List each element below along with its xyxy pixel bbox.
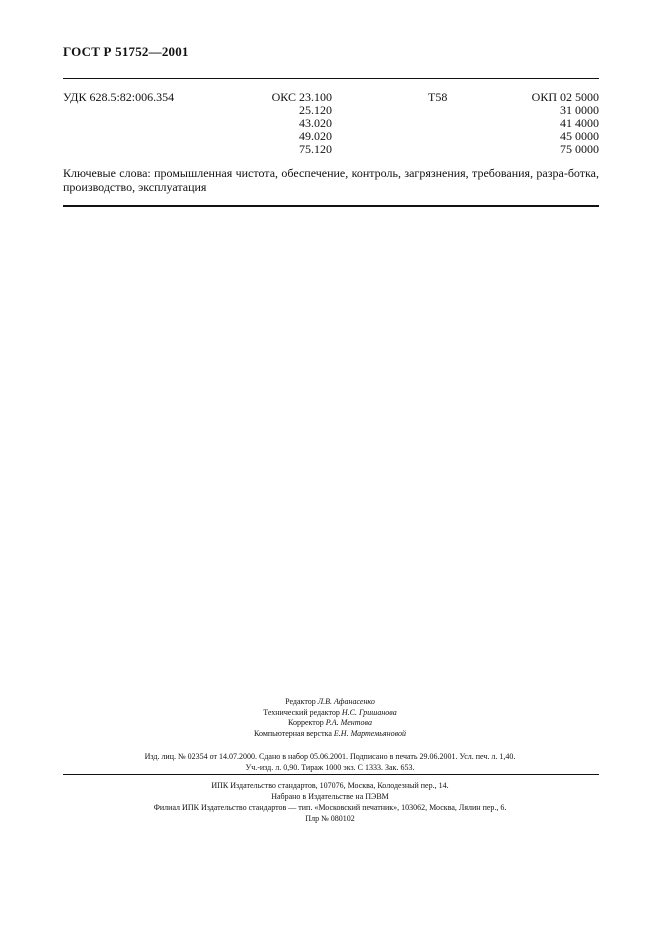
okp-code: 41 4000: [560, 116, 599, 130]
oks-code: 25.120: [299, 103, 332, 117]
credit-editor: [60, 697, 600, 708]
t-code: Т58: [428, 90, 448, 104]
credit-tech-editor: [60, 708, 600, 719]
imprint-line: Изд. лиц. № 02354 от 14.07.2000. Сдано в набор 05.06.2001. Подписано в печать 29.06.2001. Усл. печ. л. 1,40.: [144, 752, 516, 761]
document-id: ГОСТ Р 51752—2001: [63, 44, 189, 59]
imprint-divider: [63, 774, 599, 775]
header-divider: [63, 78, 599, 79]
credit-role: Корректор: [288, 718, 324, 727]
credit-name: Л.В. Афанасенко: [317, 697, 375, 706]
udk-code: УДК 628.5:82:006.354: [63, 90, 175, 104]
oks-code: 75.120: [299, 142, 332, 156]
publisher-line: Филиал ИПК Издательство стандартов — тип. «Московский печатник», 103062, Москва, Лялин пер., 6.: [153, 803, 507, 812]
okp-code: 31 0000: [560, 103, 599, 117]
credit-proofreader: [60, 718, 600, 729]
publisher-block: [60, 780, 600, 824]
credit-role: Редактор: [285, 697, 316, 706]
publisher-line: ИПК Издательство стандартов, 107076, Москва, Колодезный пер., 14.: [211, 781, 449, 790]
publisher-line: Набрано в Издательстве на ПЭВМ: [271, 792, 389, 801]
credit-name: Р.А. Ментова: [325, 718, 372, 727]
oks-code: ОКС 23.100: [271, 90, 332, 104]
publisher-line: Плр № 080102: [305, 814, 355, 823]
okp-code: 75 0000: [560, 142, 599, 156]
okp-code: 45 0000: [560, 129, 599, 143]
credits-block: [60, 697, 600, 739]
credit-role: Компьютерная верстка: [254, 728, 332, 738]
credit-layout: [60, 729, 600, 740]
imprint-block: [60, 752, 600, 773]
credit-role: Технический редактор: [263, 707, 340, 717]
okp-codes: [500, 91, 599, 156]
oks-codes: [270, 91, 332, 156]
okp-code: ОКП 02 5000: [531, 90, 599, 104]
keywords-paragraph: Ключевые слова: промышленная чистота, обеспечение, контроль, загрязнения, требования, разра-ботка, производство, эксплуатация: [63, 166, 599, 194]
keywords-divider: [63, 205, 599, 207]
credit-name: Н.С. Гришанова: [341, 707, 397, 717]
oks-code: 43.020: [299, 116, 332, 130]
oks-code: 49.020: [299, 129, 332, 143]
credit-name: Е.Н. Мартемьяновой: [333, 728, 406, 738]
imprint-line: Уч.-изд. л. 0,90. Тираж 1000 экз. С 1333. Зак. 653.: [245, 762, 415, 772]
